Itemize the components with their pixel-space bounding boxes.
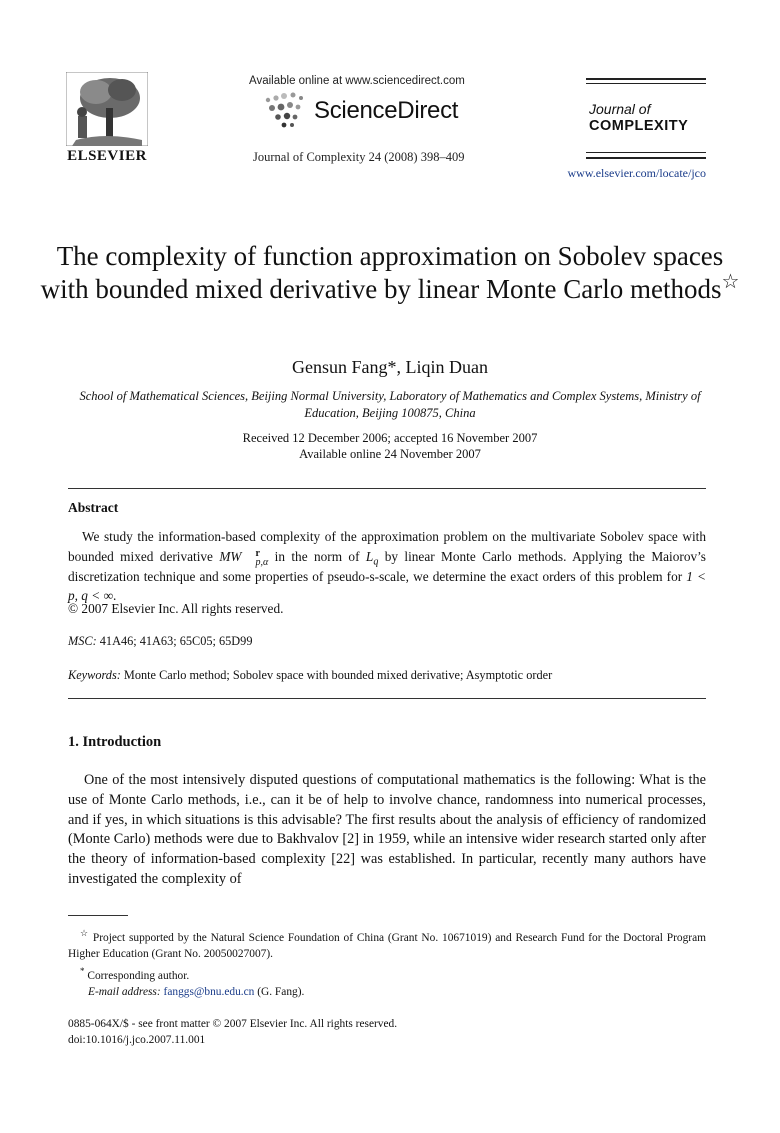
math-range: 1 < p, q < ∞ — [68, 568, 706, 604]
journal-rule — [586, 83, 706, 84]
math-space: MW r p,α — [219, 547, 269, 568]
keywords — [68, 668, 552, 683]
issn-block — [68, 1016, 397, 1048]
abstract-body — [68, 527, 706, 606]
divider — [68, 488, 706, 489]
elsevier-tree-icon — [66, 72, 148, 146]
math-norm: $L_q$ — [365, 548, 379, 568]
footnote-rule — [68, 915, 128, 916]
email-link[interactable]: fanggs@bnu.edu.cn — [163, 986, 255, 999]
publisher-name: ELSEVIER — [67, 148, 147, 164]
section-heading: 1. Introduction — [68, 734, 162, 750]
introduction-body — [68, 771, 706, 890]
journal-name-line1: Journal of — [589, 101, 651, 117]
received-date: Received 12 December 2006; accepted 16 November 2007 — [242, 431, 538, 445]
journal-url-link[interactable]: www.elsevier.com/locate/jco — [567, 166, 706, 180]
doi-line[interactable]: doi:10.1016/j.jco.2007.11.001 — [68, 1034, 206, 1046]
paper-title-text: The complexity of function approximation on Sobolev spaces with bounded mixed derivative by linear Monte Carlo methods — [40, 241, 724, 304]
introduction-paragraph: One of the most intensively disputed questions of computational mathematics is the following: What is the use of Monte Carlo methods, i.e., can it be of help to involve chance, randomness into numerical processes, and if yes, in which situations is this advisable? The first results about the analysis of efficiency of randomized (Monte Carlo) methods were due to Bakhvalov [2] in 1959, while an intensive wider research started only after the theory of information-based complexity [22] was established. In particular, recently many authors have investigated the complexity of — [68, 772, 706, 887]
divider — [68, 698, 706, 699]
email-label: E-mail address: — [88, 986, 161, 999]
email-footnote: E-mail address: fanggs@bnu.edu.cn (G. Fang). — [88, 986, 305, 999]
abstract-heading: Abstract — [68, 500, 119, 515]
journal-citation: Journal of Complexity 24 (2008) 398–409 — [253, 150, 465, 164]
abstract-copyright: © 2007 Elsevier Inc. All rights reserved. — [68, 601, 284, 616]
msc-values: 41A46; 41A63; 65C05; 65D99 — [96, 634, 253, 648]
available-online-text: Available online at www.sciencedirect.com — [249, 75, 465, 87]
journal-rule — [586, 152, 706, 153]
footnotes — [68, 925, 706, 1001]
abstract-text-2: in the norm of — [268, 548, 366, 564]
sciencedirect-wordmark: ScienceDirect — [314, 97, 459, 124]
msc-codes — [68, 634, 252, 649]
elsevier-logo — [66, 72, 148, 164]
journal-name-line2: COMPLEXITY — [589, 118, 689, 134]
msc-label: MSC: — [68, 634, 97, 648]
abstract-text-3: by linear Monte Carlo methods. Applying the Maiorov’s discretization technique and some properties of pseudo-s-scale, we determine the exact orders of this problem for — [68, 548, 706, 584]
title-footnote-mark[interactable]: ☆ — [721, 271, 740, 293]
funding-footnote: ☆ Project supported by the Natural Science Foundation of China (Grant No. 10671019) and Research Fund for the Doctoral Program Higher Education (Grant No. 20050027007). — [68, 928, 706, 961]
journal-rule — [586, 78, 706, 80]
affiliation: School of Mathematical Sciences, Beijing Normal University, Laboratory of Mathematics and Complex Systems, Ministry of Education, Beijing 100875, China — [79, 389, 701, 420]
journal-rule — [586, 157, 706, 159]
issn-line: 0885-064X/$ - see front matter © 2007 Elsevier Inc. All rights reserved. — [68, 1018, 398, 1030]
paper-title — [40, 240, 740, 306]
authors: Gensun Fang*, Liqin Duan — [292, 357, 488, 377]
keywords-label: Keywords: — [68, 668, 121, 682]
keywords-values: Monte Carlo method; Sobolev space with bounded mixed derivative; Asymptotic order — [120, 668, 553, 682]
sciencedirect-logo — [262, 92, 482, 132]
sciencedirect-dots-icon — [262, 92, 314, 132]
abstract-text-1: We study the information-based complexity of the approximation problem on the multivariate Sobolev space with bounded mixed derivative — [68, 529, 706, 564]
abstract-text-4: . — [113, 588, 117, 604]
article-dates — [0, 430, 780, 462]
corresponding-footnote: * Corresponding author. — [80, 965, 190, 982]
available-date: Available online 24 November 2007 — [299, 447, 481, 461]
